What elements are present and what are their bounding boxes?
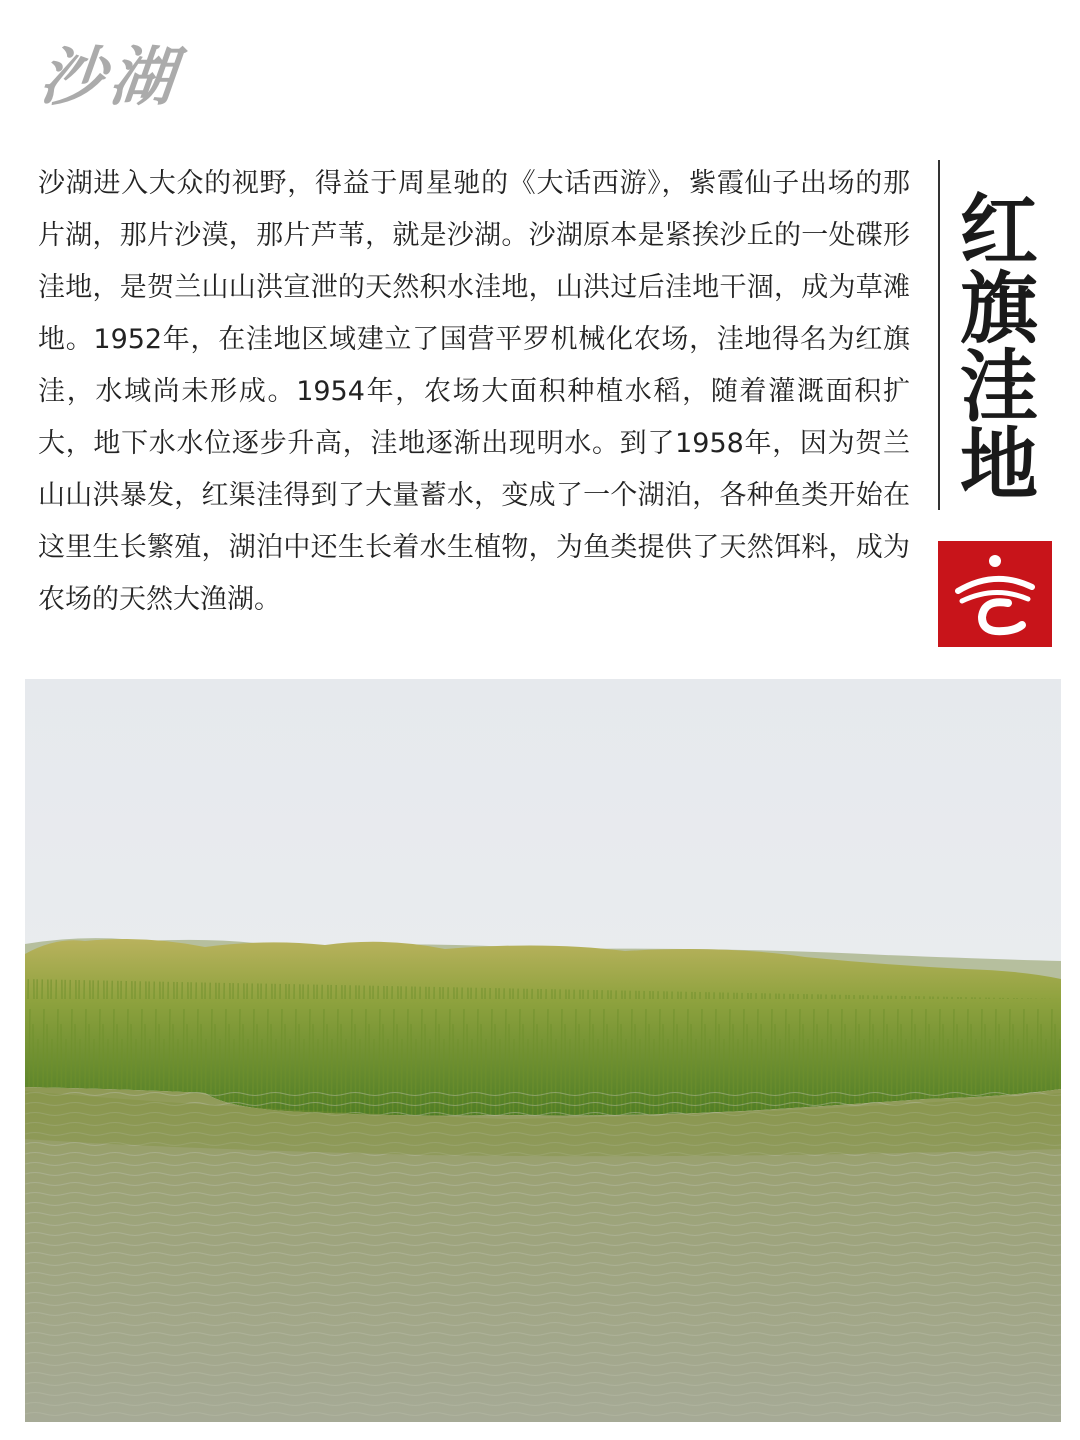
reed-lake-scene — [25, 679, 1061, 1422]
article-paragraph: 沙湖进入大众的视野，得益于周星驰的《大话西游》，紫霞仙子出场的那片湖，那片沙漠，那片芦苇，就是沙湖。沙湖原本是紧挨沙丘的一处碟形洼地，是贺兰山山洪宣泄的天然积水洼地，山洪过后洼地干涸，成为草滩地。1952年，在洼地区域建立了国营平罗机械化农场，洼地得名为红旗洼，水域尚未形成。1954年，农场大面积种植水稻，随着灌溉面积扩大，地下水水位逐步升高，洼地逐渐出现明水。到了1958年，因为贺兰山山洪暴发，红渠洼得到了大量蓄水，变成了一个湖泊，各种鱼类开始在这里生长繁殖，湖泊中还生长着水生植物，为鱼类提供了天然饵料，成为农场的天然大渔湖。 — [38, 168, 910, 615]
page-title: 沙湖 — [36, 41, 184, 115]
lake-photo — [25, 679, 1061, 1422]
seal-logo — [938, 541, 1052, 647]
vertical-title: 红旗洼地 — [947, 189, 1038, 501]
seal-logo-icon — [938, 541, 1052, 647]
